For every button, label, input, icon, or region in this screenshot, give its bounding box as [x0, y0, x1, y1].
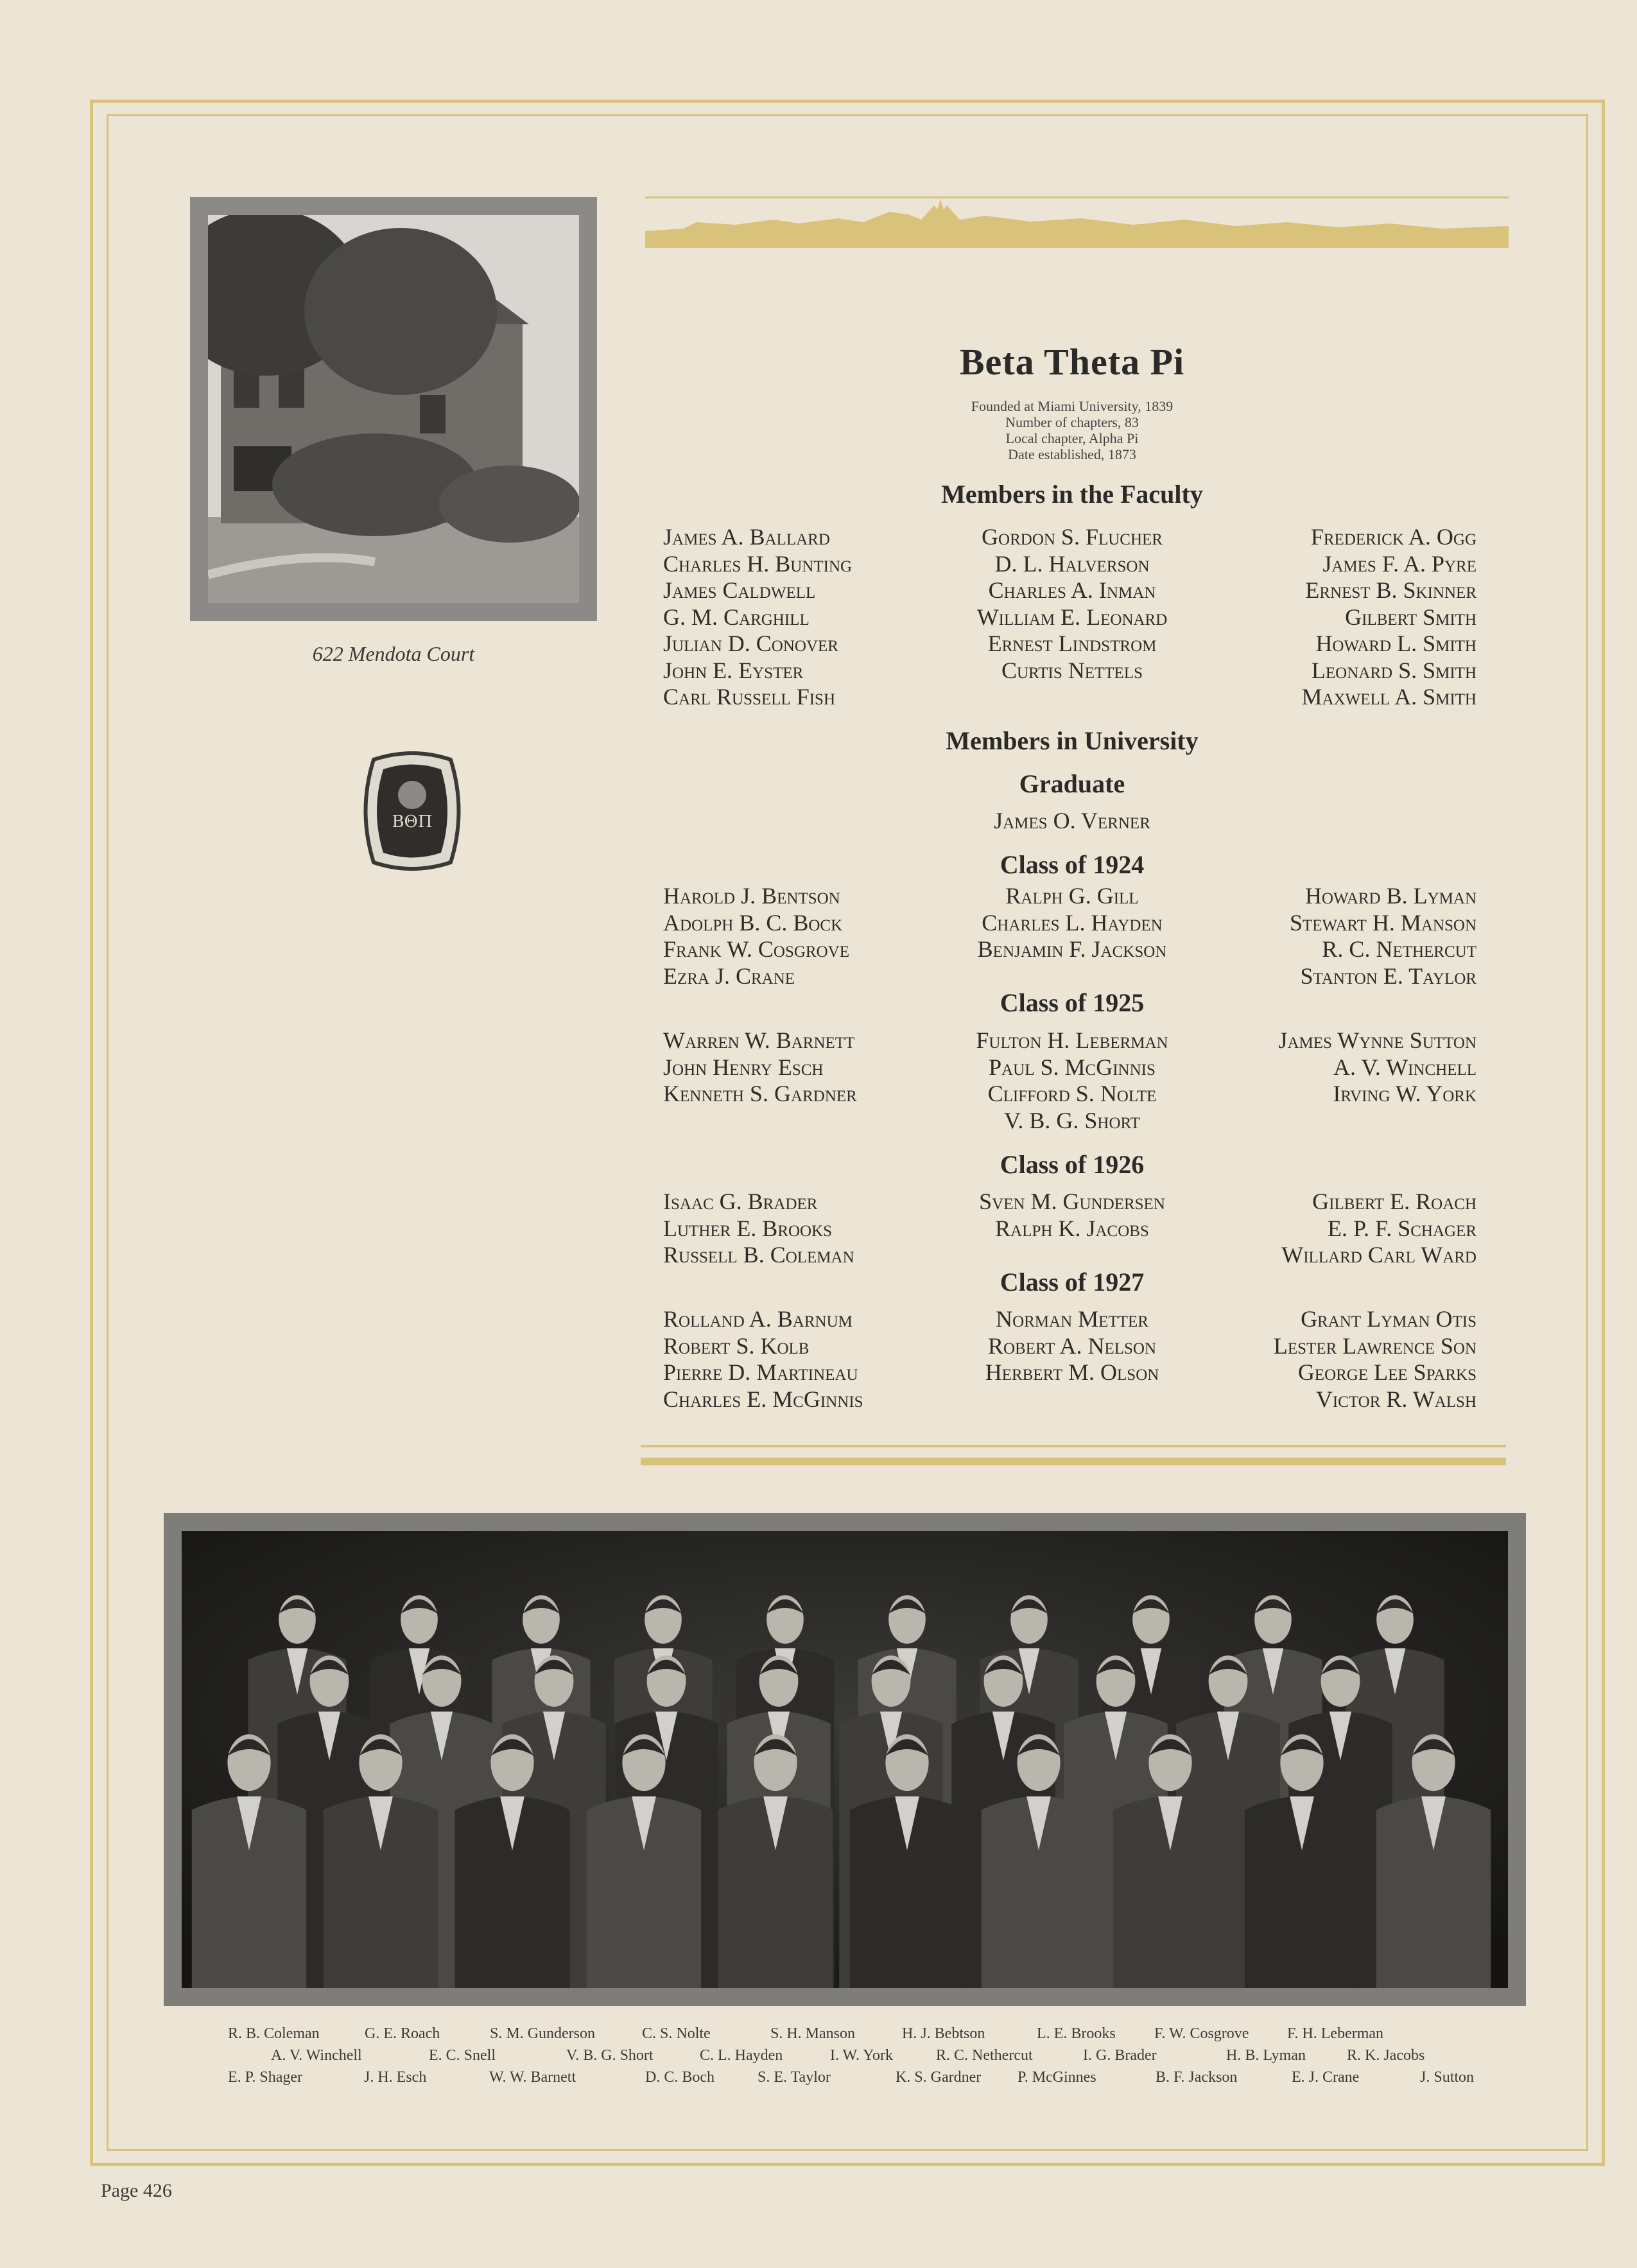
- member-name: Howard L. Smith: [1315, 631, 1477, 656]
- caption-row-2: [225, 2045, 1477, 2066]
- member-name: Willard Carl Ward: [1281, 1242, 1477, 1268]
- caption-name: R. B. Coleman: [228, 2025, 320, 2042]
- member-name: Frederick A. Ogg: [1310, 524, 1477, 550]
- caption-name: I. G. Brader: [1083, 2047, 1157, 2064]
- member-name: George Lee Sparks: [1297, 1359, 1477, 1385]
- graduate-member: [905, 808, 1239, 835]
- chapter-house-photo: [190, 197, 597, 621]
- class-1925-heading: Class of 1925: [1000, 988, 1145, 1017]
- member-name: Robert S. Kolb: [663, 1332, 810, 1359]
- member-name: James Wynne Sutton: [1278, 1027, 1477, 1053]
- member-name: John Henry Esch: [663, 1054, 824, 1080]
- caption-name: W. W. Barnett: [489, 2069, 576, 2086]
- class-1924-column-2: [924, 883, 1220, 963]
- faculty-column-2: [924, 524, 1220, 684]
- member-name: Paul S. McGinnis: [989, 1054, 1156, 1080]
- member-name: Ernest Lindstrom: [987, 631, 1157, 656]
- member-name: Ernest B. Skinner: [1305, 577, 1477, 603]
- chapter-facts: [879, 398, 1265, 462]
- caption-name: I. W. York: [830, 2047, 894, 2064]
- member-name: Luther E. Brooks: [663, 1215, 833, 1241]
- member-name: Kenneth S. Gardner: [663, 1081, 857, 1106]
- caption-name: J. Sutton: [1420, 2069, 1475, 2086]
- caption-name: L. E. Brooks: [1037, 2025, 1116, 2042]
- member-name: Gilbert E. Roach: [1312, 1189, 1477, 1214]
- class-1927-column-2: [924, 1306, 1220, 1386]
- member-name: E. P. F. Schager: [1328, 1215, 1477, 1241]
- member-name: Harold J. Bentson: [663, 883, 840, 909]
- faculty-column-1: [663, 524, 852, 711]
- caption-name: D. C. Boch: [645, 2069, 715, 2086]
- caption-name: B. F. Jackson: [1156, 2069, 1238, 2086]
- skyline-banner: [645, 186, 1509, 250]
- member-name: Herbert M. Olson: [985, 1359, 1159, 1385]
- member-name: Warren W. Barnett: [663, 1027, 855, 1053]
- member-name: V. B. G. Short: [1004, 1107, 1140, 1133]
- photo-caption-names: [225, 2023, 1477, 2088]
- member-name: Frank W. Cosgrove: [663, 936, 849, 962]
- fraternity-crest-icon: [361, 747, 463, 875]
- member-name: Norman Metter: [996, 1306, 1148, 1332]
- member-name: Grant Lyman Otis: [1301, 1306, 1477, 1332]
- class-1924-column-3: [1200, 883, 1477, 990]
- member-name: Russell B. Coleman: [663, 1242, 854, 1268]
- class-1927-heading: Class of 1927: [1000, 1268, 1145, 1296]
- caption-name: C. S. Nolte: [642, 2025, 711, 2042]
- caption-name: R. C. Nethercut: [936, 2047, 1033, 2064]
- member-name: D. L. Halverson: [994, 550, 1150, 577]
- class-1926-heading: Class of 1926: [1000, 1150, 1145, 1179]
- member-name: Gilbert Smith: [1345, 604, 1477, 630]
- member-name: Sven M. Gundersen: [979, 1189, 1165, 1214]
- caption-row-3: [225, 2066, 1477, 2088]
- member-name: Howard B. Lyman: [1304, 883, 1477, 909]
- fact-local-chapter: Local chapter, Alpha Pi: [1005, 430, 1139, 446]
- divider-rule-thin: [641, 1445, 1506, 1447]
- member-name: Pierre D. Martineau: [663, 1359, 858, 1385]
- divider-rule-thick: [641, 1458, 1506, 1465]
- member-name: Julian D. Conover: [663, 631, 838, 656]
- member-name: Clifford S. Nolte: [987, 1081, 1157, 1106]
- class-1925-column-3: [1200, 1027, 1477, 1108]
- caption-name: S. M. Gunderson: [490, 2025, 596, 2042]
- caption-name: K. S. Gardner: [896, 2069, 982, 2086]
- crest-letters: ΒΘΠ: [392, 812, 433, 832]
- group-photo: [164, 1513, 1526, 2006]
- member-name: Charles A. Inman: [988, 577, 1156, 603]
- caption-name: P. McGinnes: [1018, 2069, 1096, 2086]
- member-name: G. M. Carghill: [663, 604, 810, 630]
- class-1924-heading: Class of 1924: [1000, 850, 1145, 879]
- member-name: Maxwell A. Smith: [1301, 684, 1477, 710]
- member-name: James F. A. Pyre: [1322, 550, 1477, 577]
- member-name: Curtis Nettels: [1001, 657, 1143, 683]
- member-name: John E. Eyster: [663, 657, 804, 683]
- page-title: Beta Theta Pi: [959, 341, 1185, 383]
- caption-name: E. J. Crane: [1292, 2069, 1360, 2086]
- graduate-heading: Graduate: [1019, 769, 1125, 798]
- caption-name: A. V. Winchell: [271, 2047, 362, 2064]
- member-name: Victor R. Walsh: [1315, 1386, 1477, 1412]
- caption-name: V. B. G. Short: [566, 2047, 654, 2064]
- member-name: Charles E. McGinnis: [663, 1386, 863, 1412]
- class-1927-column-3: [1200, 1306, 1477, 1413]
- member-name: William E. Leonard: [976, 604, 1168, 630]
- member-name: Stewart H. Manson: [1289, 909, 1477, 936]
- member-name: Irving W. York: [1333, 1081, 1477, 1106]
- member-name: Fulton H. Leberman: [976, 1027, 1168, 1053]
- fact-established: Date established, 1873: [1008, 446, 1136, 462]
- class-1926-column-3: [1200, 1189, 1477, 1269]
- caption-row-1: [225, 2023, 1477, 2045]
- caption-name: R. K. Jacobs: [1347, 2047, 1425, 2064]
- caption-name: S. E. Taylor: [758, 2069, 831, 2086]
- member-name: Charles L. Hayden: [982, 909, 1163, 936]
- caption-name: C. L. Hayden: [700, 2047, 783, 2064]
- page-number: Page 426: [101, 2180, 172, 2201]
- member-name: Ralph G. Gill: [1005, 883, 1139, 909]
- caption-name: H. B. Lyman: [1226, 2047, 1306, 2064]
- member-name: Leonard S. Smith: [1311, 657, 1477, 683]
- member-name: Stanton E. Taylor: [1300, 963, 1477, 989]
- member-name: Ezra J. Crane: [663, 963, 795, 989]
- university-heading: Members in University: [946, 726, 1199, 755]
- class-1927-column-1: [663, 1306, 863, 1413]
- caption-name: H. J. Bebtson: [902, 2025, 985, 2042]
- caption-name: S. H. Manson: [770, 2025, 856, 2042]
- class-1926-column-2: [924, 1189, 1220, 1242]
- member-name: Gordon S. Flucher: [982, 524, 1163, 550]
- member-name: Charles H. Bunting: [663, 550, 853, 577]
- caption-name: J. H. Esch: [364, 2069, 427, 2086]
- member-name: Robert A. Nelson: [987, 1332, 1157, 1359]
- class-1926-column-1: [663, 1189, 854, 1269]
- member-name: Carl Russell Fish: [663, 684, 836, 710]
- faculty-heading: Members in the Faculty: [941, 480, 1203, 509]
- member-name: Ralph K. Jacobs: [995, 1215, 1149, 1241]
- member-name: James A. Ballard: [663, 524, 830, 550]
- class-1925-column-1: [663, 1027, 857, 1108]
- house-caption: 622 Mendota Court: [312, 642, 475, 665]
- caption-name: F. W. Cosgrove: [1154, 2025, 1249, 2042]
- member-name: Adolph B. C. Bock: [663, 909, 843, 936]
- class-1924-column-1: [663, 883, 849, 990]
- member-name: A. V. Winchell: [1333, 1054, 1477, 1080]
- fact-founded: Founded at Miami University, 1839: [971, 398, 1174, 414]
- member-name: Isaac G. Brader: [663, 1189, 818, 1214]
- caption-name: G. E. Roach: [365, 2025, 440, 2042]
- caption-name: E. C. Snell: [429, 2047, 496, 2064]
- member-name: James Caldwell: [663, 577, 816, 603]
- caption-name: F. H. Leberman: [1287, 2025, 1384, 2042]
- class-1925-column-2: [924, 1027, 1220, 1134]
- member-name: James O. Verner: [994, 808, 1150, 833]
- member-name: R. C. Nethercut: [1322, 936, 1477, 962]
- member-name: Rolland A. Barnum: [663, 1306, 853, 1332]
- member-name: Benjamin F. Jackson: [977, 936, 1167, 962]
- member-name: Lester Lawrence Son: [1273, 1332, 1477, 1359]
- caption-name: E. P. Shager: [228, 2069, 302, 2086]
- fact-chapters: Number of chapters, 83: [1005, 414, 1139, 430]
- faculty-column-3: [1200, 524, 1477, 711]
